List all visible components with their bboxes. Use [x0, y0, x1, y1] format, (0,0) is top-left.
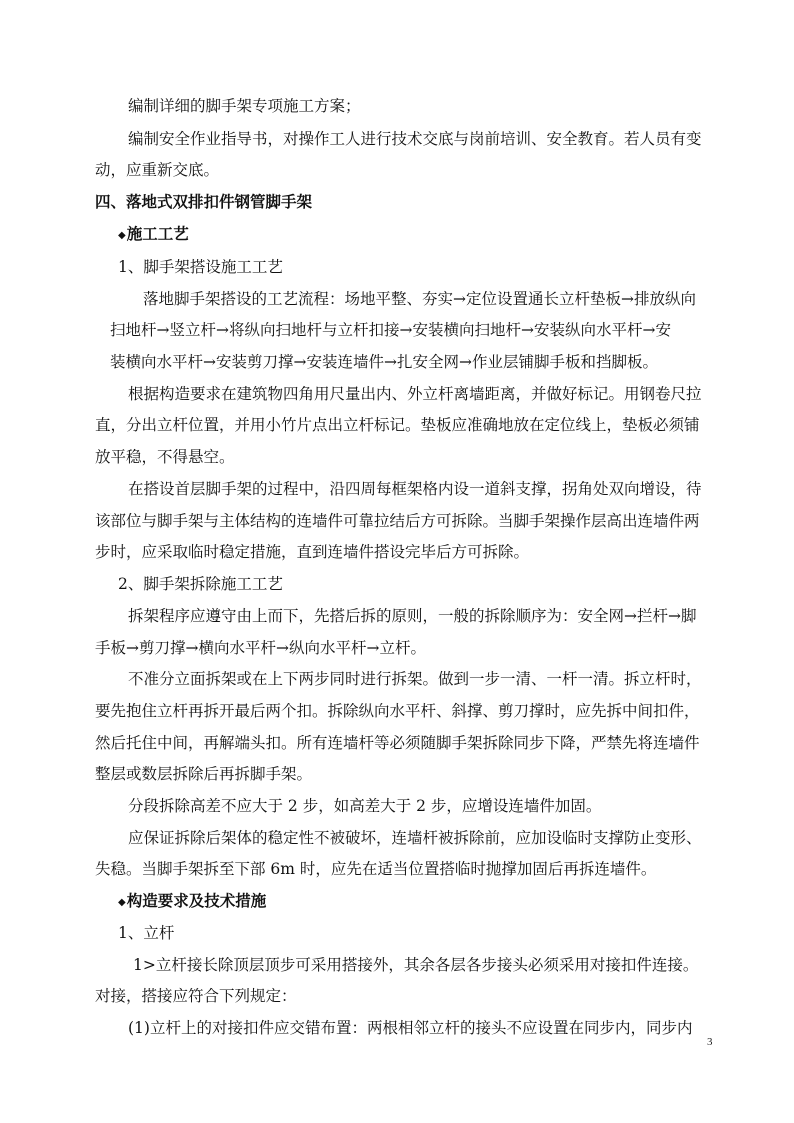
text-line: 失稳。当脚手架拆至下部 6m 时，应先在适当位置搭临时抛撑加固后再拆连墙件。 — [95, 860, 657, 878]
text-line: 落地脚手架搭设的工艺流程：场地平整、夯实→定位设置通长立杆垫板→排放纵向 — [143, 290, 696, 308]
numbered-heading: 1、立杆 — [118, 924, 175, 942]
numbered-heading: 1、脚手架搭设施工工艺 — [118, 258, 283, 276]
diamond-bullet-icon: ◆ — [118, 230, 126, 241]
section-heading: 四、落地式双排扣件钢管脚手架 — [95, 193, 313, 211]
text-line: 根据构造要求在建筑物四角用尺量出内、外立杆离墙距离，并做好标记。用钢卷尺拉 — [128, 385, 702, 403]
text-line: 步时，应采取临时稳定措施，直到连墙件搭设完毕后方可拆除。 — [95, 543, 530, 561]
text-line: 直，分出立杆位置，并用小竹片点出立杆标记。垫板应准确地放在定位线上，垫板必须铺 — [95, 416, 700, 434]
subsection-heading — [118, 891, 266, 913]
subsection-heading-text: 构造要求及技术措施 — [126, 892, 267, 910]
text-line: 手板→剪刀撑→横向水平杆→纵向水平杆→立杆。 — [95, 639, 426, 657]
text-line: 在搭设首层脚手架的过程中，沿四周每框架格内设一道斜支撑，拐角处双向增设，待 — [128, 480, 702, 498]
text-line: 分段拆除高差不应大于 2 步，如高差大于 2 步，应增设连墙件加固。 — [128, 797, 602, 815]
text-line: 编制安全作业指导书，对操作工人进行技术交底与岗前培训、安全教育。若人员有变 — [128, 130, 702, 148]
text-line: 该部位与脚手架与主体结构的连墙件可靠拉结后方可拆除。当脚手架操作层高出连墙件两 — [95, 512, 700, 530]
subsection-heading — [118, 224, 189, 246]
text-line: 扫地杆→竖立杆→将纵向扫地杆与立杆扣接→安装横向扫地杆→安装纵向水平杆→安 — [110, 321, 671, 339]
text-line: 1>立杆接长除顶层顶步可采用搭接外，其余各层各步接头必须采用对接扣件连接。 — [133, 956, 699, 974]
subsection-heading-text: 施工工艺 — [126, 225, 189, 243]
text-line: 然后托住中间，再解端头扣。所有连墙杆等必须随脚手架拆除同步下降，严禁先将连墙件 — [95, 734, 700, 752]
text-line: 对接，搭接应符合下列规定： — [95, 987, 297, 1005]
page-number: 3 — [707, 1036, 713, 1048]
text-line: 编制详细的脚手架专项施工方案； — [128, 97, 361, 115]
text-line: 整层或数层拆除后再拆脚手架。 — [95, 765, 313, 783]
numbered-heading: 2、脚手架拆除施工工艺 — [118, 575, 283, 593]
text-line: 动，应重新交底。 — [95, 161, 220, 179]
text-line: 装横向水平杆→安装剪刀撑→安装连墙件→扎安全网→作业层铺脚手板和挡脚板。 — [110, 353, 658, 371]
text-line: 应保证拆除后架体的稳定性不被破坏，连墙杆被拆除前，应加设临时支撑防止变形、 — [128, 829, 702, 847]
text-line: 拆架程序应遵守由上而下，先搭后拆的原则，一般的拆除顺序为：安全网→拦杆→脚 — [128, 607, 697, 625]
text-line: 放平稳，不得悬空。 — [95, 448, 235, 466]
diamond-bullet-icon: ◆ — [118, 897, 126, 908]
text-line: (1)立杆上的对接扣件应交错布置：两根相邻立杆的接头不应设置在同步内，同步内 — [128, 1019, 693, 1037]
text-line: 不准分立面拆架或在上下两步同时进行拆架。做到一步一清、一杆一清。拆立杆时， — [128, 670, 702, 688]
text-line: 要先抱住立杆再拆开最后两个扣。拆除纵向水平杆、斜撑、剪刀撑时，应先拆中间扣件， — [95, 702, 700, 720]
